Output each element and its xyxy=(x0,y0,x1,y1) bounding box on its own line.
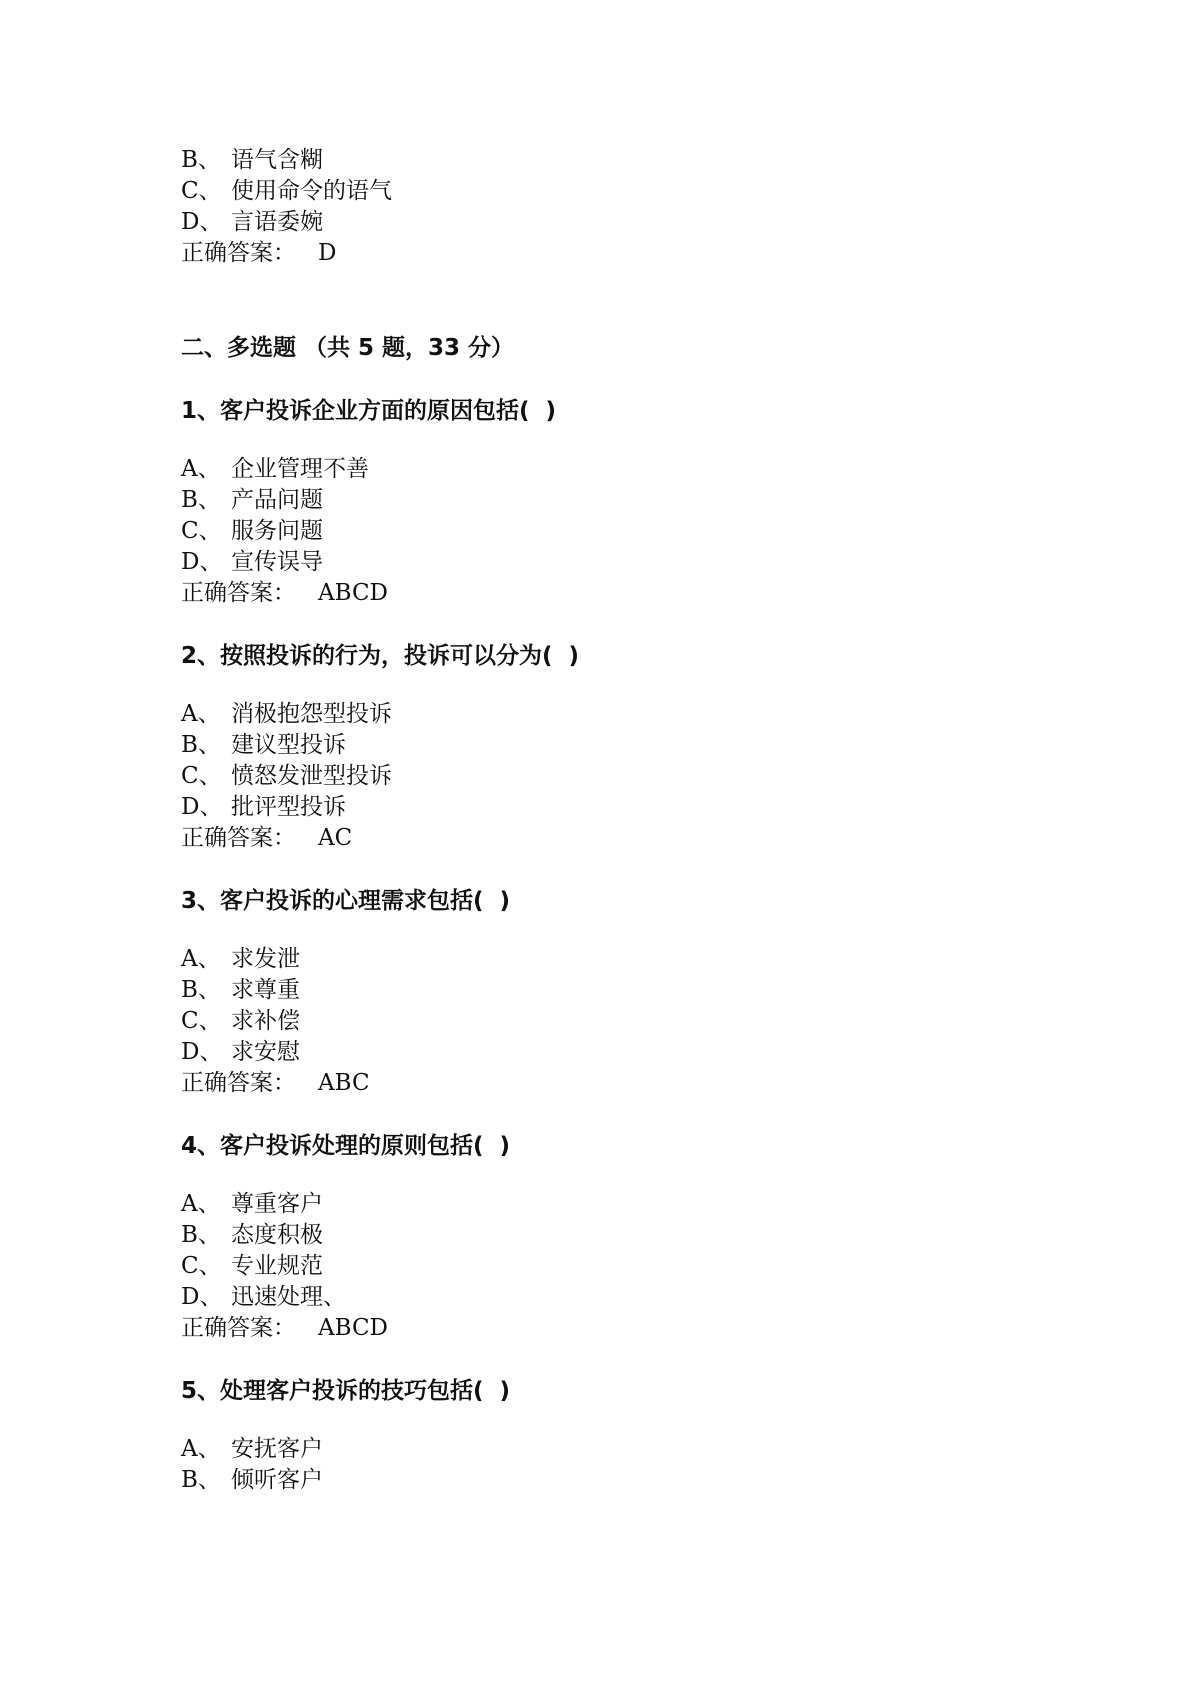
option-c xyxy=(181,1006,1081,1037)
option-text: 批评型投诉 xyxy=(231,794,346,820)
question-2 xyxy=(181,641,1081,854)
answer-value: ABC xyxy=(318,1070,370,1096)
option-key: B、 xyxy=(181,147,221,173)
option-key: C、 xyxy=(181,178,222,204)
option-key: A、 xyxy=(181,456,221,482)
option-key: D、 xyxy=(181,1039,223,1065)
option-key: D、 xyxy=(181,549,223,575)
option-text: 言语委婉 xyxy=(231,209,323,235)
option-text: 倾听客户 xyxy=(231,1467,323,1493)
answer-value: ABCD xyxy=(318,1315,388,1341)
option-b xyxy=(181,1220,1081,1251)
correct-answer xyxy=(181,823,1081,854)
answer-label: 正确答案： xyxy=(181,1070,296,1096)
option-a xyxy=(181,454,1081,485)
question-title: 4、客户投诉处理的原则包括( ) xyxy=(181,1133,511,1159)
answer-value: AC xyxy=(318,825,353,851)
answer-label: 正确答案： xyxy=(181,1315,296,1341)
option-text: 企业管理不善 xyxy=(231,456,369,482)
question-3 xyxy=(181,886,1081,1099)
option-text: 建议型投诉 xyxy=(231,732,346,758)
option-b xyxy=(181,145,1081,176)
option-a xyxy=(181,699,1081,730)
question-title: 1、客户投诉企业方面的原因包括( ) xyxy=(181,398,557,424)
option-text: 愤怒发泄型投诉 xyxy=(231,763,392,789)
option-key: A、 xyxy=(181,1191,221,1217)
question-1 xyxy=(181,396,1081,609)
option-text: 求发泄 xyxy=(231,946,300,972)
option-key: C、 xyxy=(181,763,222,789)
option-key: A、 xyxy=(181,701,221,727)
option-key: B、 xyxy=(181,1222,221,1248)
option-key: D、 xyxy=(181,794,223,820)
option-b xyxy=(181,485,1081,516)
option-text: 安抚客户 xyxy=(231,1436,323,1462)
option-key: A、 xyxy=(181,1436,221,1462)
question-4 xyxy=(181,1131,1081,1344)
option-d xyxy=(181,207,1081,238)
option-b xyxy=(181,730,1081,761)
answer-value: ABCD xyxy=(318,580,388,606)
option-key: B、 xyxy=(181,1467,221,1493)
question-title: 5、处理客户投诉的技巧包括( ) xyxy=(181,1378,511,1404)
option-c xyxy=(181,761,1081,792)
option-text: 使用命令的语气 xyxy=(231,178,392,204)
option-key: D、 xyxy=(181,1284,223,1310)
option-a xyxy=(181,1434,1081,1465)
option-text: 求安慰 xyxy=(231,1039,300,1065)
question-5 xyxy=(181,1376,1081,1496)
option-c xyxy=(181,516,1081,547)
option-a xyxy=(181,944,1081,975)
option-text: 求尊重 xyxy=(231,977,300,1003)
answer-label: 正确答案： xyxy=(181,825,296,851)
option-text: 消极抱怨型投诉 xyxy=(231,701,392,727)
option-d xyxy=(181,1037,1081,1068)
option-text: 专业规范 xyxy=(231,1253,323,1279)
option-key: B、 xyxy=(181,487,221,513)
option-key: B、 xyxy=(181,732,221,758)
option-d xyxy=(181,1282,1081,1313)
option-text: 尊重客户 xyxy=(231,1191,323,1217)
previous-question-tail xyxy=(181,145,1081,269)
correct-answer xyxy=(181,1068,1081,1099)
option-d xyxy=(181,547,1081,578)
option-c xyxy=(181,1251,1081,1282)
option-text: 产品问题 xyxy=(231,487,323,513)
option-b xyxy=(181,975,1081,1006)
question-title: 2、按照投诉的行为，投诉可以分为( ) xyxy=(181,643,580,669)
option-text: 迅速处理、 xyxy=(231,1284,346,1310)
option-text: 态度积极 xyxy=(231,1222,323,1248)
option-c xyxy=(181,176,1081,207)
section-title: 二、多选题 （共 5 题，33 分） xyxy=(181,335,515,361)
option-text: 宣传误导 xyxy=(231,549,323,575)
option-d xyxy=(181,792,1081,823)
option-key: D、 xyxy=(181,209,223,235)
option-text: 服务问题 xyxy=(231,518,323,544)
option-a xyxy=(181,1189,1081,1220)
question-title: 3、客户投诉的心理需求包括( ) xyxy=(181,888,511,914)
option-key: A、 xyxy=(181,946,221,972)
correct-answer xyxy=(181,238,1081,269)
exam-page xyxy=(181,145,1081,1496)
answer-label: 正确答案： xyxy=(181,580,296,606)
option-b xyxy=(181,1465,1081,1496)
correct-answer xyxy=(181,578,1081,609)
option-key: B、 xyxy=(181,977,221,1003)
option-text: 语气含糊 xyxy=(231,147,323,173)
option-key: C、 xyxy=(181,1253,222,1279)
option-text: 求补偿 xyxy=(231,1008,300,1034)
option-key: C、 xyxy=(181,518,222,544)
correct-answer xyxy=(181,1313,1081,1344)
answer-label: 正确答案： xyxy=(181,240,296,266)
option-key: C、 xyxy=(181,1008,222,1034)
answer-value: D xyxy=(318,240,337,266)
